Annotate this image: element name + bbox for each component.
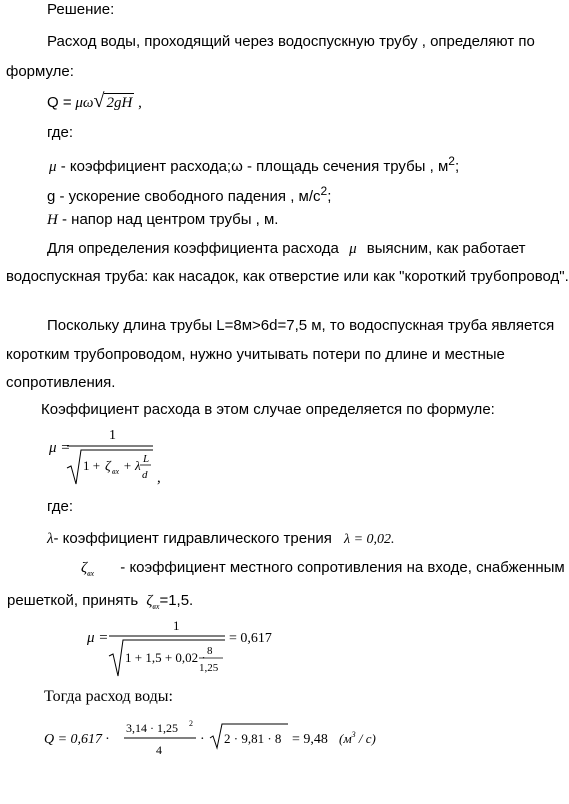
definition-g: g - ускорение свободного падения , $м/с^2$; [47, 184, 332, 205]
formula-4-unit: $(м^3 / с)$ [339, 730, 376, 746]
formula-2-lhs: μ = [49, 440, 71, 456]
definition-mu: μ - коэффициент расхода;ω - площадь сечения трубы , $м^2$; [49, 154, 460, 175]
paragraph-3-line-1: Поскольку длина трубы L=8м>6d=7,5 м, то водоспускная труба является [47, 317, 555, 334]
formula-2-zeta: ζ [105, 459, 111, 474]
formula-2-one: 1 + [83, 458, 101, 473]
paragraph-1-line-2: формуле: [6, 63, 74, 80]
paragraph-3-line-2: коротким трубопроводом, нужно учитывать потери по длине и местные [6, 346, 505, 363]
formula-2-plus-lambda: + λ [123, 458, 141, 473]
formula-2-L: L [143, 453, 150, 465]
formula-1-mu-omega: μω [75, 95, 94, 111]
paragraph-4: Коэффициент расхода в этом случае определяется по формуле: [41, 401, 495, 418]
definition-lambda: λ- коэффициент гидравлического трения λ = 0,02. [47, 530, 395, 547]
formula-4 [44, 716, 376, 762]
formula-2-d: d [142, 469, 148, 481]
paragraph-2-line-1: Для определения коэффициента расхода μ выясним, как работает [47, 240, 526, 257]
heading: Решение: [47, 1, 115, 18]
formula-4-numerator-sup: 2 [189, 719, 193, 728]
formula-1-radicand: 2gH [106, 95, 133, 111]
definition-zeta: $\zeta_{вх}$ - коэффициент местного сопротивления на входе, снабженным [81, 559, 565, 578]
formula-3-radicand: 1 + 1,5 + 0,02 · [125, 650, 206, 665]
formula-3-inner-den: 1,25 [199, 662, 219, 674]
formula-4-result: = 9,48 [292, 732, 328, 747]
where-label-1: где: [47, 124, 74, 141]
formula-2-zeta-sub: вх [112, 467, 120, 476]
paragraph-1-line-1: Расход воды, проходящий через водоспускную трубу , определяют по [47, 33, 535, 50]
formula-3-numerator: 1 [173, 618, 180, 633]
sqrt-symbol: √ [93, 90, 105, 112]
formula-3-inner-num: 8 [207, 645, 213, 657]
paragraph-2-line-2: водоспускная труба: как насадок, как отверстие или как "короткий трубопровод". [6, 268, 569, 285]
where-label-2: где: [47, 498, 74, 515]
formula-2-numerator: 1 [109, 428, 116, 443]
formula-2-comma: , [157, 470, 161, 486]
formula-3-lhs: μ = [87, 630, 109, 646]
formula-1: Q = μω√ 2gH , [47, 90, 142, 112]
formula-3-result: = 0,617 [229, 631, 272, 646]
definition-zeta-line-2: решеткой, принять $\zeta_{вх}=1,5$. [7, 592, 194, 611]
formula-4-dot: · [200, 732, 205, 747]
formula-3 [85, 616, 285, 678]
paragraph-5: Тогда расход воды: [44, 688, 173, 705]
formula-4-numerator: 3,14 · 1,25 [126, 721, 178, 735]
formula-4-denominator: 4 [156, 743, 162, 757]
definition-H: H - напор над центром трубы , м. [47, 211, 279, 228]
formula-4-radicand: 2 · 9,81 · 8 [224, 731, 282, 746]
paragraph-3-line-3: сопротивления. [6, 374, 116, 391]
formula-4-lhs: Q = 0,617 · [44, 732, 110, 747]
formula-2 [47, 422, 247, 490]
